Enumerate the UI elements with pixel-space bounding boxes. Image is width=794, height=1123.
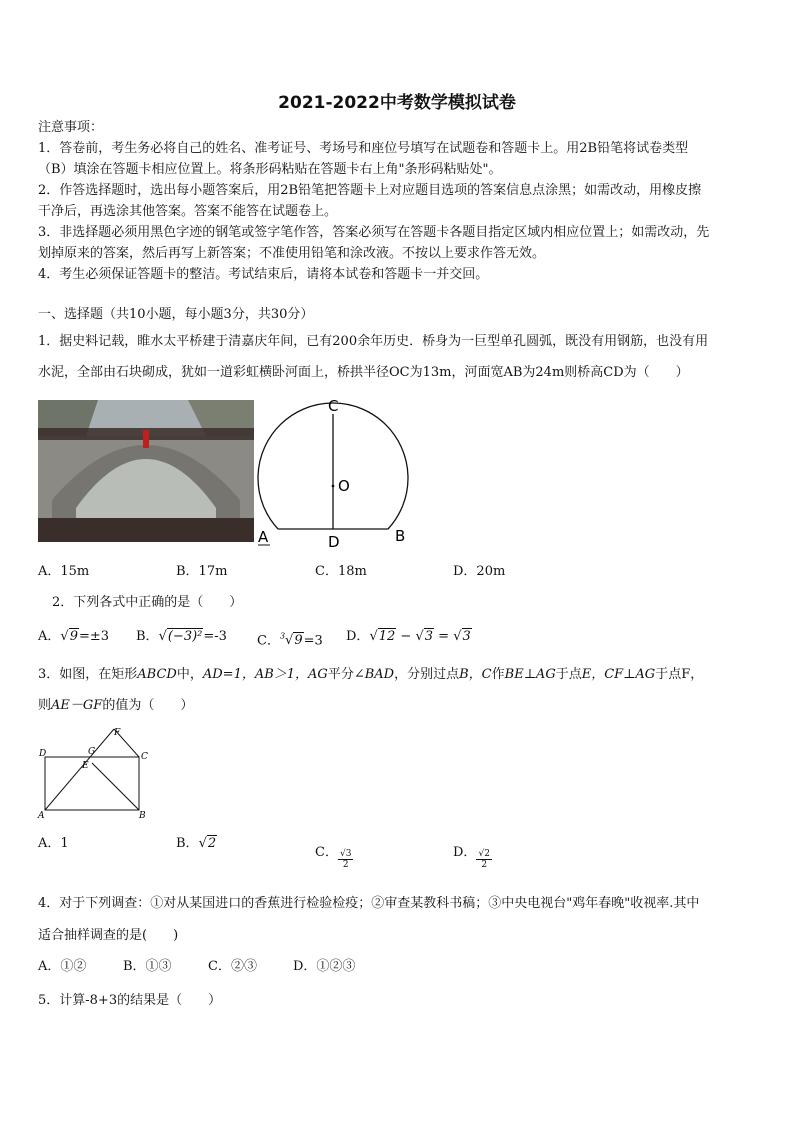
notice-item: 划掉原来的答案，然后再写上新答案；不准使用铅笔和涂改液。不按以上要求作答无效。: [38, 246, 546, 261]
notice-item: 1．答卷前，考生务必将自己的姓名、准考证号、考场号和座位号填写在试题卷和答题卡上。用2B铅笔将试卷类型: [38, 141, 689, 156]
svg-text:F: F: [114, 728, 121, 738]
q2-option-c[interactable]: C．$^3$√9=3: [257, 632, 323, 649]
notice-item: （B）填涂在答题卡相应位置上。将条形码粘贴在答题卡右上角"条形码粘贴处"。: [38, 162, 502, 177]
q4-option-d[interactable]: D．①②③: [293, 959, 356, 974]
notice-item: 2．作答选择题时，选出每小题答案后，用2B铅笔把答题卡上对应题目选项的答案信息点涂黑；如需改动，用橡皮擦: [38, 183, 702, 198]
q2-option-a[interactable]: A．√9=±3: [38, 629, 110, 644]
q1-option-d[interactable]: D．20m: [453, 564, 506, 579]
q1-option-a[interactable]: A．15m: [38, 564, 90, 579]
question-5-text: 5．计算-8+3的结果是（ ）: [38, 993, 222, 1008]
svg-text:C: C: [141, 752, 148, 762]
svg-text:D: D: [39, 749, 47, 759]
question-1-text: 1．据史料记载，睢水太平桥建于清嘉庆年间，已有200余年历史．桥身为一巨型单孔圆弧，既没有用钢筋，也没有用: [38, 334, 709, 349]
svg-text:A: A: [38, 811, 45, 820]
q4-option-c[interactable]: C．②③: [208, 959, 257, 974]
label-o: O: [338, 477, 350, 495]
q3-option-b[interactable]: B．√2: [176, 836, 217, 851]
notice-item: 3．非选择题必须用黑色字迹的钢笔或签字笔作答，答案必须写在答题卡各题目指定区域内相应位置上；如需改动，先: [38, 225, 710, 240]
question-3-text: 则AE－GF的值为（ ）: [38, 698, 194, 713]
svg-text:G: G: [88, 747, 96, 757]
q3-option-c[interactable]: C． $\frac{√3}{2}$: [315, 845, 352, 870]
arch-diagram: [256, 394, 412, 550]
svg-text:B: B: [139, 811, 146, 820]
question-2-text: 2．下列各式中正确的是（ ）: [52, 595, 243, 610]
notice-item: 4．考生必须保证答题卡的整洁。考试结束后，请将本试卷和答题卡一并交回。: [38, 267, 489, 282]
question-1-text: 水泥，全部由石块砌成，犹如一道彩虹横卧河面上，桥拱半径OC为13m，河面宽AB为24m则桥高CD为（ ）: [38, 365, 689, 380]
page-title: 2021-2022中考数学模拟试卷: [278, 93, 516, 113]
svg-text:E: E: [82, 761, 89, 771]
q4-option-b[interactable]: B．①③: [123, 959, 172, 974]
notice-item: 干净后，再选涂其他答案。答案不能答在试题卷上。: [38, 204, 338, 219]
question-3-text: 3．如图，在矩形ABCD中，AD=1，AB＞1，AG平分∠BAD，分别过点B，C作BE⊥AG于点E，CF⊥AG于点F，: [38, 667, 704, 682]
bridge-photo: [38, 400, 254, 542]
q3-option-d[interactable]: D． $\frac{√2}{2}$: [453, 845, 490, 870]
notice-heading: 注意事项：: [38, 120, 104, 135]
q1-option-b[interactable]: B．17m: [176, 564, 228, 579]
q2-option-b[interactable]: B．√(−3)²=-3: [136, 629, 227, 644]
section-heading: 一、选择题（共10小题，每小题3分，共30分）: [38, 307, 314, 322]
q4-option-a[interactable]: A．①②: [38, 959, 87, 974]
label-d: D: [328, 533, 340, 550]
label-b: B: [395, 527, 406, 545]
question-4-text: 适合抽样调查的是( ): [38, 928, 179, 943]
q3-option-a[interactable]: A．1: [38, 836, 69, 851]
q1-option-c[interactable]: C．18m: [315, 564, 367, 579]
label-c: C: [328, 397, 339, 415]
q2-option-d[interactable]: D．√12 − √3 = √3: [346, 629, 471, 644]
label-a: A: [258, 528, 269, 546]
rectangle-diagram: [36, 724, 160, 820]
question-4-text: 4．对于下列调查：①对从某国进口的香蕉进行检验检疫；②审查某教科书稿；③中央电视台"鸡年春晚"收视率.其中: [38, 896, 700, 911]
